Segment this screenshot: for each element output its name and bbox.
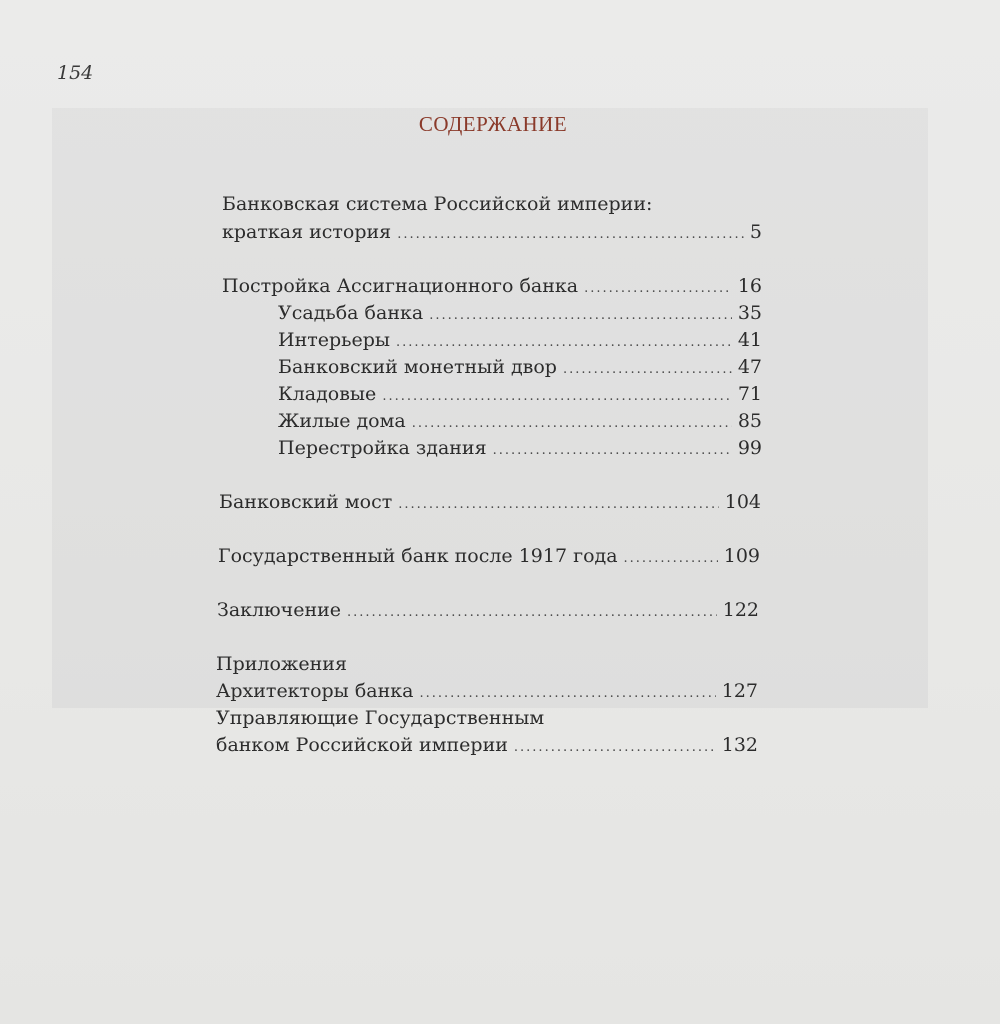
leader-dots (398, 493, 719, 517)
toc-page-number: 132 (721, 734, 758, 756)
toc-entry-title: Кладовые (278, 383, 377, 405)
toc-entry-title: Перестройка здания (278, 437, 487, 459)
toc-entry-title: Архитекторы банка (216, 680, 414, 702)
leader-dots (419, 682, 715, 706)
toc-entry-title: Управляющие Государственным (216, 707, 545, 729)
toc-subentry (278, 382, 762, 409)
toc-entry (216, 733, 758, 760)
leader-dots (429, 304, 732, 328)
toc-page-number: 41 (737, 329, 762, 351)
leader-dots (624, 547, 718, 571)
leader-dots (347, 601, 717, 625)
toc-entry-title: Государственный банк после 1917 года (218, 545, 618, 567)
page-title: СОДЕРЖАНИЕ (418, 112, 568, 136)
toc-entry-title: Банковский мост (219, 491, 393, 513)
leader-dots (584, 277, 732, 301)
toc-entry (217, 598, 759, 625)
leader-dots (493, 439, 732, 463)
leader-dots (514, 736, 716, 760)
toc-entry-title: Жилые дома (278, 410, 406, 432)
toc-subentry (278, 355, 762, 382)
toc-page-number: 47 (737, 356, 762, 378)
toc-entry (222, 274, 762, 301)
toc-page-number: 99 (737, 437, 762, 459)
leader-dots (412, 412, 732, 436)
toc-entry-title: Заключение (217, 599, 342, 621)
toc-subentry (278, 301, 762, 328)
page-number: 154 (57, 62, 94, 84)
toc-page-number: 71 (737, 383, 762, 405)
toc-page-number: 35 (737, 302, 762, 324)
toc-entry-title: Интерьеры (278, 329, 391, 351)
toc-entry (222, 220, 762, 247)
toc-entry-title: Постройка Ассигнационного банка (222, 275, 579, 297)
toc-entry-title: Банковский монетный двор (278, 356, 557, 378)
toc-page-number: 109 (723, 545, 760, 567)
toc-page-number: 104 (724, 491, 761, 513)
toc-subentry (278, 409, 762, 436)
toc-entry-title: банком Российской империи (216, 734, 508, 756)
toc-entry-title: Усадьба банка (278, 302, 424, 324)
appendix-heading: Приложения (216, 653, 347, 675)
toc-page-number: 122 (722, 599, 759, 621)
toc-entry-title: Банковская система Российской империи: (222, 193, 653, 215)
leader-dots (396, 331, 732, 355)
toc-page-number: 16 (737, 275, 762, 297)
toc-entry (216, 679, 758, 706)
leader-dots (397, 223, 744, 247)
toc-page-number: 5 (749, 221, 762, 243)
toc-entry-title: краткая история (222, 221, 392, 243)
toc-entry (219, 490, 761, 517)
leader-dots (382, 385, 732, 409)
toc-subentry (278, 328, 762, 355)
toc-entry (218, 544, 760, 571)
toc-page-number: 127 (721, 680, 758, 702)
toc-subentry (278, 436, 762, 463)
leader-dots (563, 358, 732, 382)
toc-page-number: 85 (737, 410, 762, 432)
